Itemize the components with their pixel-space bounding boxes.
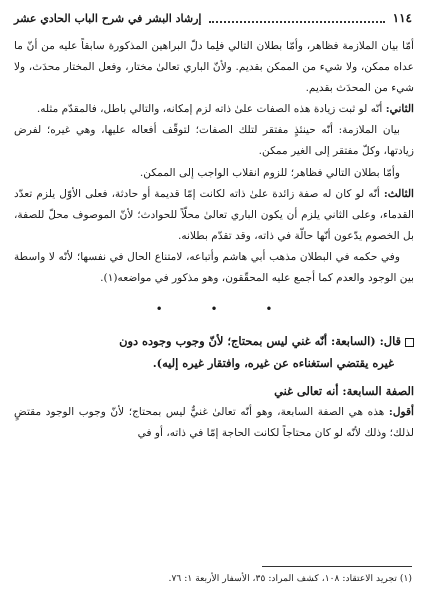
paragraph [14,163,414,184]
paragraph-text: أنّه لو ثبت زيادة هذه الصفات علىٰ ذاته لزم إمكانه، والتالي باطل، فالمقدّم مثله. [36,103,383,116]
paragraph [14,99,414,120]
paragraph-text: بيان الملازمة: أنّه حينئذٍ مفتقر لتلك الصفات؛ لتوقّف أفعاله عليها، وهي غيره؛ لفرض زيادتها، وكلّ مفتقر إلى الغير ممكن. [14,124,414,158]
section-separator: • • • [155,302,295,317]
quote-line: قال: (السابعة: أنّه غني ليس بمحتاج؛ لأنّ وجوب وجوده دون [14,330,414,352]
paragraph-text: هذه هي الصفة السابعة، وهو أنّه تعالىٰ غنيٌّ ليس بمحتاج؛ لأنّ وجوب الوجود مقتضٍ لذلك؛ وذلك لأنّه لو كان محتاجاً لكانت الحاجة إمّا في ذاته، أو في [14,406,414,440]
paragraph-label: الثاني: [385,103,414,116]
main-text [14,36,414,445]
quote-line: غيره يقتضي استغناءه عن غيره، وافتقار غيره إليه). [152,356,394,371]
paragraph-text: وأمّا بطلان التالي فظاهر؛ للزوم انقلاب الواجب إلى الممكن. [139,166,400,179]
page-number: ١١٤ [392,11,412,25]
book-title: إرشاد البشر في شرح الباب الحادي عشر [14,11,202,25]
square-bullet-icon [405,338,414,347]
paragraph [14,247,414,289]
header-dot-leader [209,13,384,23]
paragraph-text: وفي حكمه في البطلان مذهب أبي هاشم وأتباعه، لامتناع الحال في نفسها؛ لأنّه لا واسطة بين الوجود والعدم كما أجمع عليه المحقّقون، وهو مذكور في مواضعه(١). [14,250,414,285]
paragraph-label: أقول: [388,406,414,419]
quoted-text-block [14,330,414,374]
running-header [14,8,412,28]
paragraph [14,184,414,247]
section-heading: الصفة السابعة: أنه تعالى غني [274,384,414,399]
paragraph-text: أنّه لو كان له صفة زائدة علىٰ ذاته لكانت إمّا قديمة أو حادثة، فعلى الأوّل يلزم تعدّد القدماء، وعلى الثاني يلزم أن يكون الباري تعالىٰ محلّاً للحوادث؛ لأنّ الموصوف محلّ للصفة، بل الخصوم يدّعون أنّها حالّة في ذاته، وقد تقدّم بطلانه. [14,187,414,242]
paragraph [14,36,414,99]
paragraph [14,120,414,162]
footnote: (١) تجريد الاعتقاد: ١٠٨، كشف المراد: ٣٥، الأسفار الأربعة ١: ٧٦. [168,573,412,584]
paragraph-label: الثالث: [383,187,414,200]
paragraph [14,402,414,444]
footnote-divider [262,566,412,567]
paragraph-text: أمّا بيان الملازمة فظاهر، وأمّا بطلان التالي فلِما دلّ البراهين المذكورة سابقاً عليه من أنّ ما عداه ممكن، ولا شيء من الممكن بقديم. ولأنّ الباري تعالىٰ مختار، وفعل المختار محدَث، ولا شيء من المحدَث بقديم. [14,40,414,95]
